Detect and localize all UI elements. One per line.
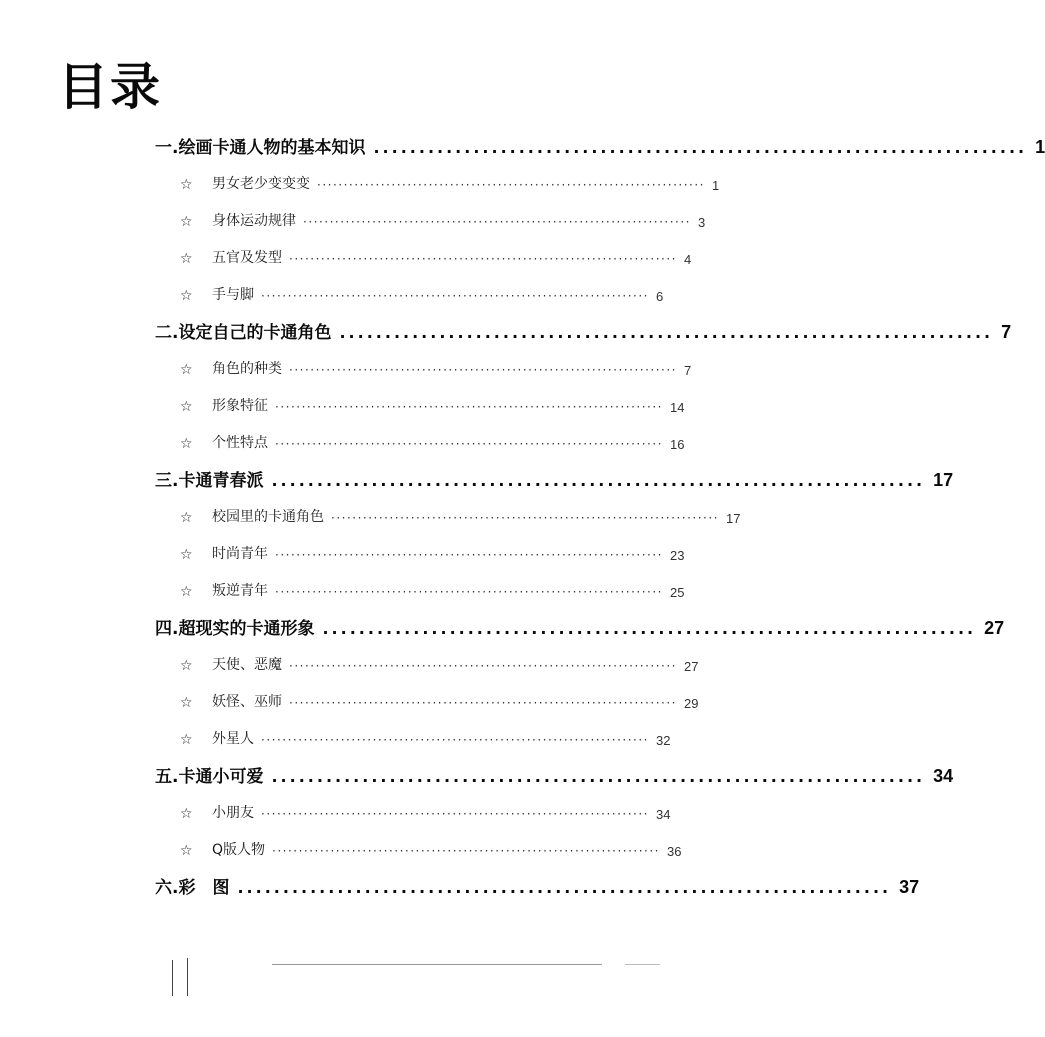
chapter-entry[interactable] <box>155 874 920 898</box>
section-title: 形象特征 <box>212 398 268 414</box>
chapter-title: 二.设定自己的卡通角色 <box>155 323 332 343</box>
section-page-number: 1 <box>711 178 720 193</box>
section-page-number: 27 <box>683 659 699 674</box>
section-title: 个性特点 <box>212 435 268 451</box>
section-page-number: 16 <box>669 437 685 452</box>
section-page-number: 6 <box>655 289 664 304</box>
section-entry[interactable] <box>180 356 692 378</box>
star-icon: ☆ <box>180 177 193 193</box>
star-icon: ☆ <box>180 251 193 267</box>
dot-leader: ········································································· <box>303 215 691 229</box>
section-title: 外星人 <box>212 731 254 747</box>
section-entry[interactable] <box>180 430 685 452</box>
footer-rule <box>625 964 660 965</box>
dot-leader: ········································································· <box>289 363 677 377</box>
section-page-number: 14 <box>669 400 685 415</box>
chapter-entry[interactable] <box>155 615 1005 639</box>
section-page-number: 3 <box>697 215 706 230</box>
section-title: 五官及发型 <box>212 250 282 266</box>
chapter-title: 四.超现实的卡通形象 <box>155 619 315 639</box>
chapter-title: 三.卡通青春派 <box>155 471 264 491</box>
star-icon: ☆ <box>180 695 193 711</box>
chapter-page-number: 17 <box>933 470 954 490</box>
section-entry[interactable] <box>180 245 692 267</box>
chapter-title: 五.卡通小可爱 <box>155 767 264 787</box>
star-icon: ☆ <box>180 584 193 600</box>
section-title: 角色的种类 <box>212 361 282 377</box>
dot-leader: ········································································· <box>275 585 663 599</box>
star-icon: ☆ <box>180 510 193 526</box>
section-entry[interactable] <box>180 837 682 859</box>
chapter-title: 一.绘画卡通人物的基本知识 <box>155 138 366 158</box>
section-entry[interactable] <box>180 208 706 230</box>
dot-leader: ········································································· <box>261 289 649 303</box>
chapter-entry[interactable] <box>155 134 1045 158</box>
section-page-number: 17 <box>725 511 741 526</box>
dot-leader: ········································································· <box>275 400 663 414</box>
section-entry[interactable] <box>180 393 685 415</box>
star-icon: ☆ <box>180 362 193 378</box>
star-icon: ☆ <box>180 732 193 748</box>
section-title: 天使、恶魔 <box>212 657 282 673</box>
dot-leader: ........................................................................ <box>271 767 926 786</box>
chapter-entry[interactable] <box>155 763 954 787</box>
dot-leader: ........................................................................ <box>373 138 1028 157</box>
star-icon: ☆ <box>180 288 193 304</box>
dot-leader: ........................................................................ <box>237 878 892 897</box>
footer-rule <box>272 964 602 965</box>
section-title: 手与脚 <box>212 287 254 303</box>
chapter-page-number: 27 <box>984 618 1005 638</box>
margin-mark <box>172 960 173 996</box>
dot-leader: ········································································· <box>275 437 663 451</box>
dot-leader: ········································································· <box>317 178 705 192</box>
star-icon: ☆ <box>180 843 193 859</box>
chapter-entry[interactable] <box>155 467 954 491</box>
section-title: 时尚青年 <box>212 546 268 562</box>
star-icon: ☆ <box>180 214 193 230</box>
dot-leader: ........................................................................ <box>339 323 994 342</box>
chapter-title: 六.彩 图 <box>155 878 230 898</box>
dot-leader: ········································································· <box>261 733 649 747</box>
chapter-entry[interactable] <box>155 319 1012 343</box>
toc-title: 目录 <box>58 58 162 116</box>
dot-leader: ........................................................................ <box>271 471 926 490</box>
section-title: 男女老少变变变 <box>212 176 310 192</box>
dot-leader: ········································································· <box>289 659 677 673</box>
section-title: 身体运动规律 <box>212 213 296 229</box>
section-title: 妖怪、巫师 <box>212 694 282 710</box>
section-page-number: 36 <box>667 844 682 859</box>
star-icon: ☆ <box>180 806 193 822</box>
dot-leader: ········································································· <box>275 548 663 562</box>
section-entry[interactable] <box>180 800 671 822</box>
section-entry[interactable] <box>180 171 720 193</box>
dot-leader: ········································································· <box>331 511 719 525</box>
section-title: Q版人物 <box>212 842 266 858</box>
dot-leader: ········································································· <box>289 252 677 266</box>
star-icon: ☆ <box>180 658 193 674</box>
section-page-number: 4 <box>683 252 692 267</box>
section-entry[interactable] <box>180 504 741 526</box>
chapter-page-number: 1 <box>1035 137 1045 157</box>
dot-leader: ········································································· <box>289 696 677 710</box>
section-entry[interactable] <box>180 282 664 304</box>
section-page-number: 34 <box>655 807 671 822</box>
section-page-number: 7 <box>683 363 692 378</box>
section-title: 小朋友 <box>212 805 254 821</box>
margin-mark <box>187 958 188 996</box>
section-page-number: 23 <box>669 548 685 563</box>
section-page-number: 25 <box>669 585 685 600</box>
star-icon: ☆ <box>180 547 193 563</box>
section-entry[interactable] <box>180 541 685 563</box>
section-entry[interactable] <box>180 689 699 711</box>
dot-leader: ........................................................................ <box>322 619 977 638</box>
section-title: 叛逆青年 <box>212 583 268 599</box>
star-icon: ☆ <box>180 436 193 452</box>
section-entry[interactable] <box>180 578 685 600</box>
section-entry[interactable] <box>180 726 671 748</box>
chapter-page-number: 34 <box>933 766 954 786</box>
dot-leader: ········································································· <box>261 807 649 821</box>
chapter-page-number: 7 <box>1001 322 1012 342</box>
section-entry[interactable] <box>180 652 699 674</box>
section-page-number: 32 <box>655 733 671 748</box>
section-page-number: 29 <box>683 696 699 711</box>
star-icon: ☆ <box>180 399 193 415</box>
section-title: 校园里的卡通角色 <box>212 509 324 525</box>
chapter-page-number: 37 <box>899 877 920 897</box>
dot-leader: ········································································· <box>272 844 660 858</box>
